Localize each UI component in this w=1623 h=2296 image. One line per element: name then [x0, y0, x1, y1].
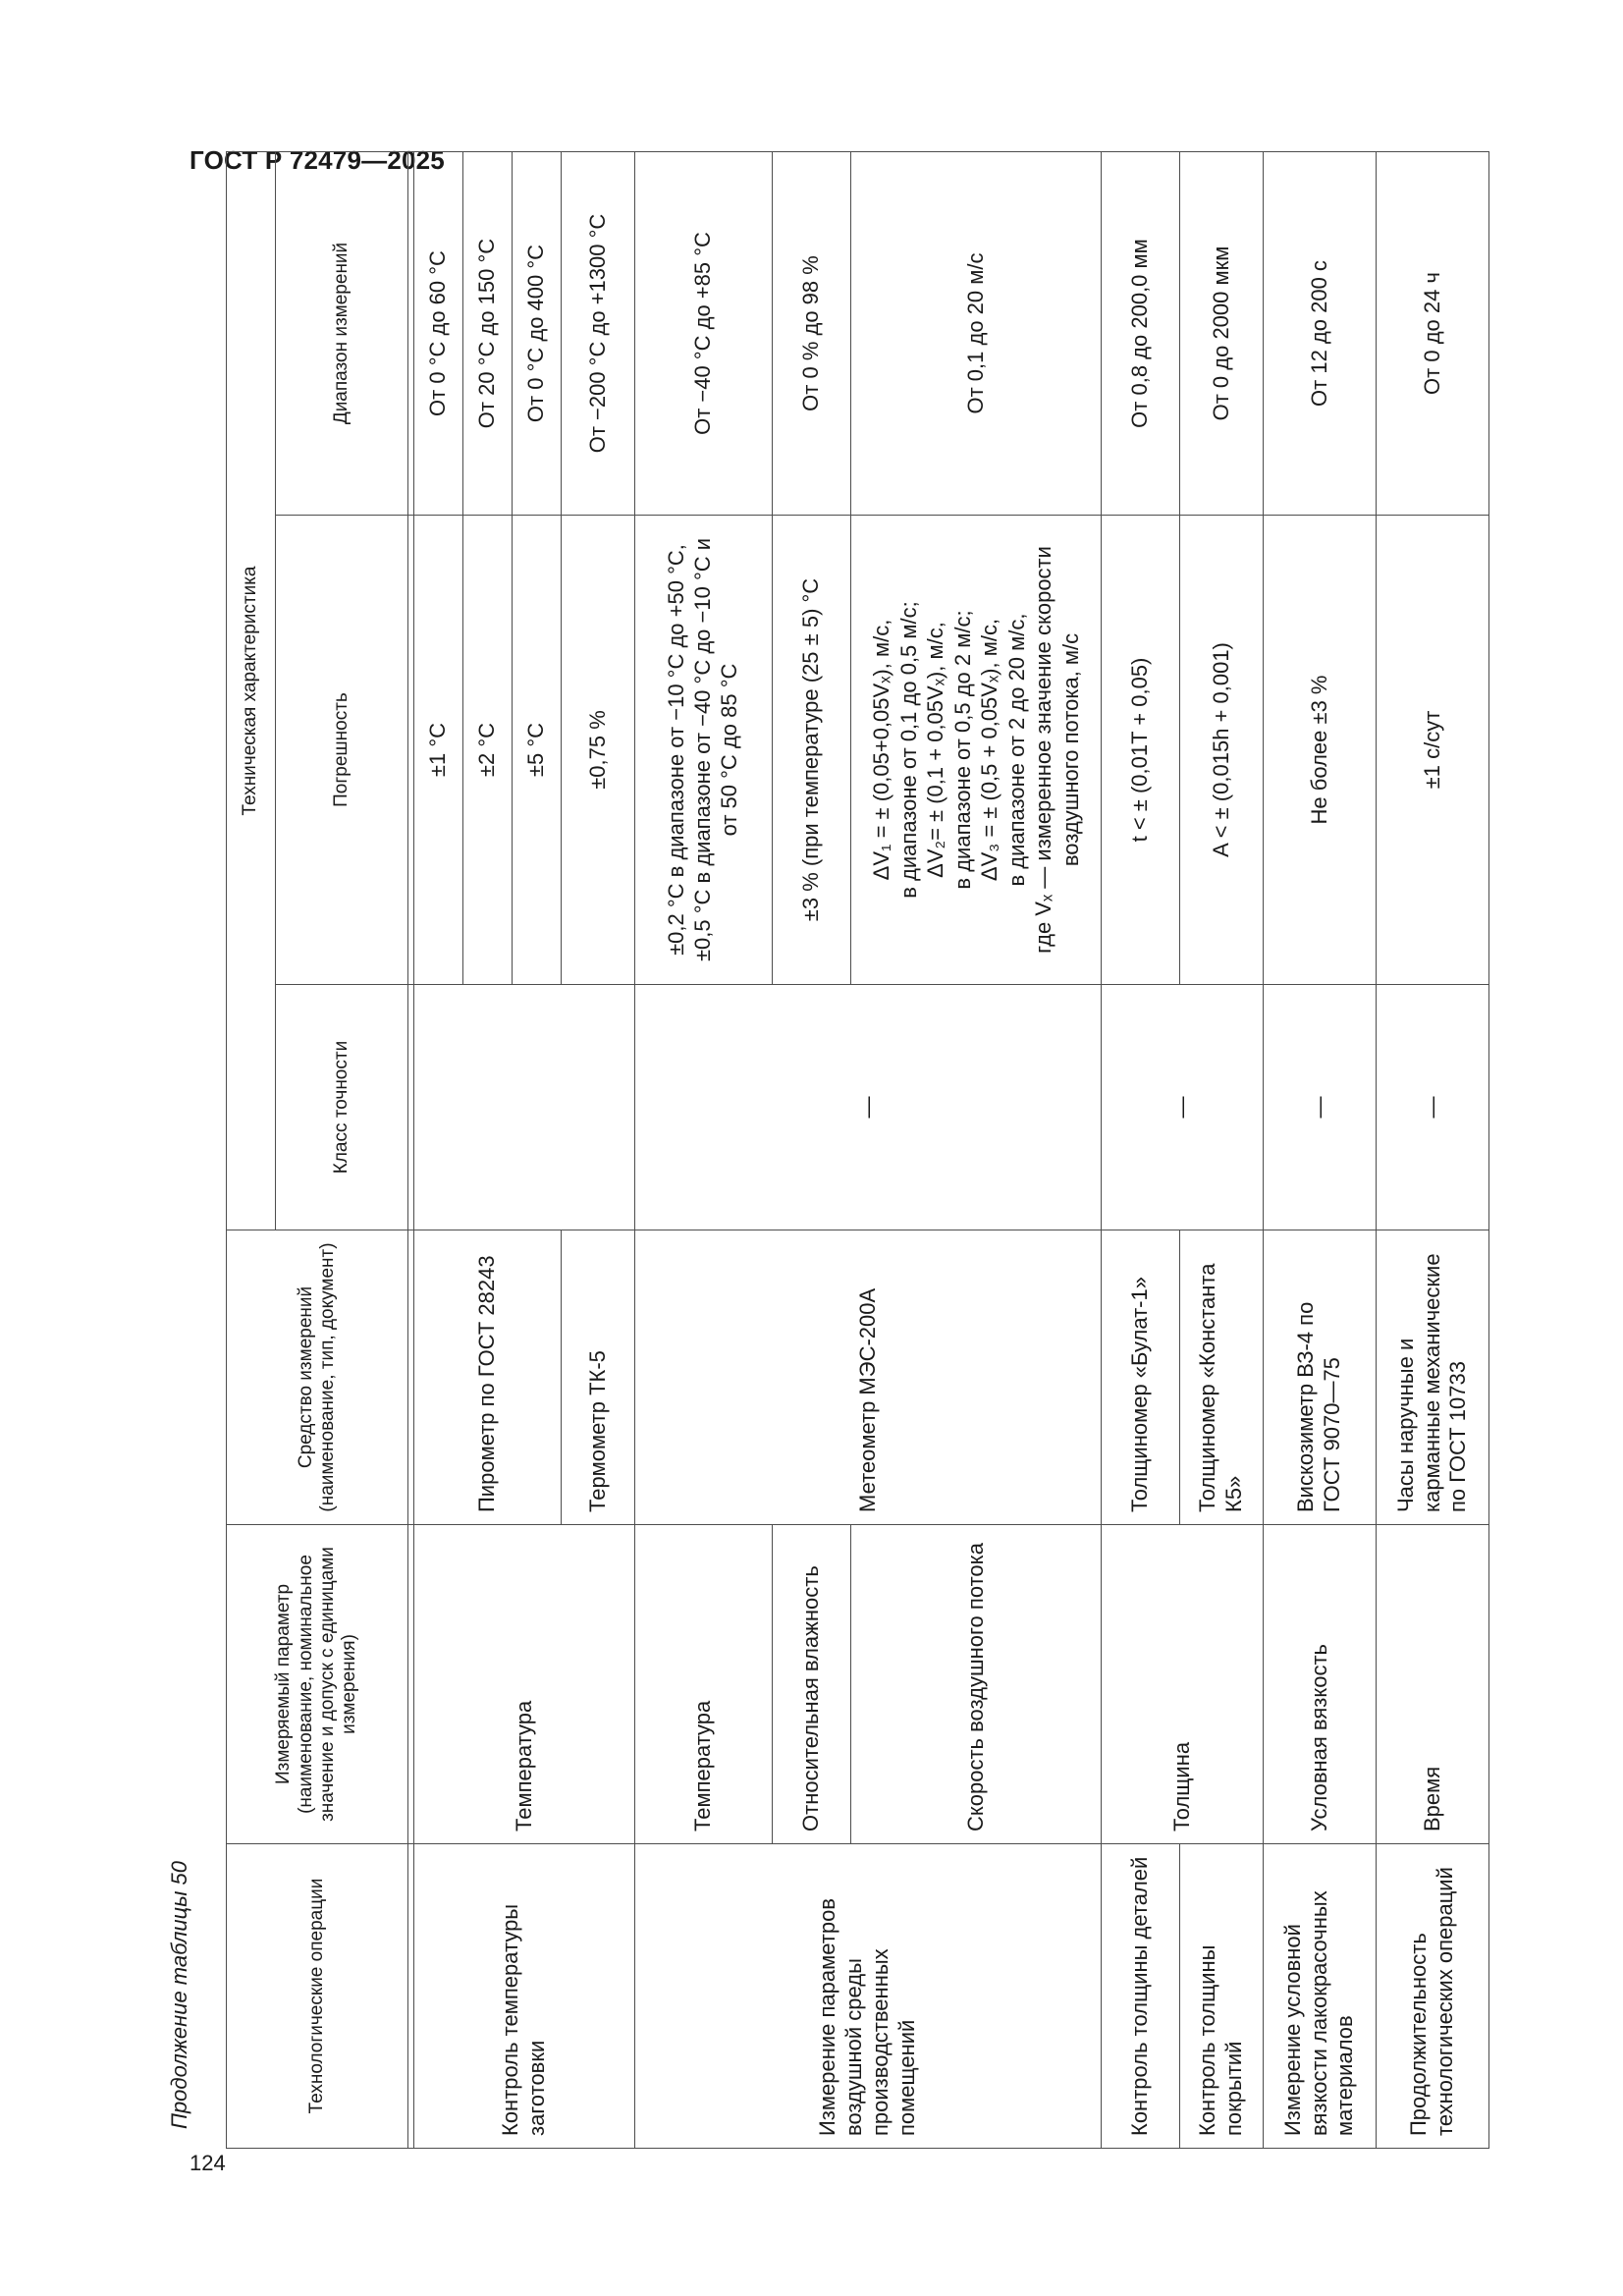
range-cell: От 0 до 24 ч: [1377, 152, 1489, 516]
error-cell: ±0,2 °C в диапазоне от −10 °C до +50 °C, ±0,5 °C в диапазоне от −40 °C до −10 °C и от 50 °C до 85 °C: [635, 516, 773, 985]
table-row: [1377, 152, 1489, 2149]
range-cell: От −200 °C до +1300 °C: [562, 152, 635, 516]
page-number: 124: [189, 2151, 226, 2175]
parameter-cell: Время: [1377, 1525, 1489, 1844]
header-operations: Технологические операции: [227, 1844, 408, 2149]
formula-line: в диапазоне от 2 до 20 м/с,: [1003, 613, 1029, 887]
rotated-table-block: [167, 152, 1471, 2149]
formula-line: в диапазоне от 0,5 до 2 м/с;: [949, 610, 975, 890]
header-accuracy-class: Класс точности: [276, 985, 408, 1230]
error-cell: ±0,75 %: [562, 516, 635, 985]
range-cell: От 0 °C до 60 °C: [414, 152, 463, 516]
parameter-cell: Относительная влажность: [773, 1525, 851, 1844]
range-cell: От 0,8 до 200,0 мм: [1102, 152, 1180, 516]
error-cell: t < ± (0,01T + 0,05): [1102, 516, 1180, 985]
operation-cell: Контроль толщины покрытий: [1180, 1844, 1264, 2149]
header-tech-char: Техническая характеристика: [227, 152, 276, 1230]
operation-cell: Контроль температуры заготовки: [414, 1844, 635, 2149]
instrument-cell: Часы наручные и карманные механические по ГОСТ 10733: [1377, 1230, 1489, 1525]
error-cell: ±2 °C: [463, 516, 513, 985]
parameter-cell: Температура: [635, 1525, 773, 1844]
table-caption: Продолжение таблицы 50: [167, 1861, 191, 2129]
error-cell: ±5 °C: [513, 516, 562, 985]
error-cell: [851, 516, 1102, 985]
instrument-cell: Пирометр по ГОСТ 28243: [414, 1230, 562, 1525]
parameter-cell: Условная вязкость: [1264, 1525, 1377, 1844]
instrument-cell: Метеометр МЭС-200А: [635, 1230, 1102, 1525]
operation-cell: Измерение условной вязкости лакокрасочных материалов: [1264, 1844, 1377, 2149]
accuracy-class-cell: —: [1102, 985, 1264, 1230]
range-cell: От 0 до 2000 мкм: [1180, 152, 1264, 516]
error-cell: ±3 % (при температуре (25 ± 5) °C: [773, 516, 851, 985]
operation-cell: Контроль толщины деталей: [1102, 1844, 1180, 2149]
range-cell: От 12 до 200 с: [1264, 152, 1377, 516]
range-cell: От 0 °C до 400 °C: [513, 152, 562, 516]
table-row: [1102, 152, 1180, 2149]
header-instrument: Средство измерений (наименование, тип, документ): [227, 1230, 408, 1525]
table-row: [414, 152, 463, 2149]
operation-cell: Измерение параметров воздушной среды производственных помещений: [635, 1844, 1102, 2149]
accuracy-class-cell: —: [1264, 985, 1377, 1230]
range-cell: От 20 °C до 150 °C: [463, 152, 513, 516]
range-cell: От 0 % до 98 %: [773, 152, 851, 516]
accuracy-class-cell: —: [635, 985, 1102, 1230]
header-parameter: Измеряемый параметр (наименование, номинальное значение и допуск с единицами измерения): [227, 1525, 408, 1844]
instrument-cell: Термометр ТК-5: [562, 1230, 635, 1525]
parameter-cell: Скорость воздушного потока: [851, 1525, 1102, 1844]
accuracy-class-cell: —: [1377, 985, 1489, 1230]
error-cell: Не более ±3 %: [1264, 516, 1377, 985]
table-row: [1264, 152, 1377, 2149]
formula-line: ΔV₃ = ± (0,5 + 0,05Vₓ), м/с,: [977, 618, 1001, 882]
document-header: ГОСТ Р 72479—2025: [189, 145, 445, 175]
range-cell: От −40 °C до +85 °C: [635, 152, 773, 516]
instrument-cell: Толщиномер «Булат-1»: [1102, 1230, 1180, 1525]
error-cell: ±1 °C: [414, 516, 463, 985]
parameter-cell: Температура: [414, 1525, 635, 1844]
table-row: [635, 152, 773, 2149]
error-cell: ±1 с/сут: [1377, 516, 1489, 985]
instrument-cell: Толщиномер «Константа К5»: [1180, 1230, 1264, 1525]
range-cell: От 0,1 до 20 м/с: [851, 152, 1102, 516]
accuracy-class-cell: [414, 985, 635, 1230]
formula-line: где Vₓ — измеренное значение скорости воздушного потока, м/с: [1031, 546, 1083, 954]
instrument-cell: Вискозиметр ВЗ-4 по ГОСТ 9070—75: [1264, 1230, 1377, 1525]
formula-line: ΔV₂= ± (0,1 + 0,05Vₓ), м/с,: [923, 622, 947, 878]
parameter-cell: Толщина: [1102, 1525, 1264, 1844]
formula-line: ΔV₁ = ± (0,05+0,05Vₓ), м/с,: [869, 619, 893, 881]
header-error: Погрешность: [276, 516, 408, 985]
header-row-1: [227, 152, 276, 2149]
operation-cell: Продолжительность технологических операций: [1377, 1844, 1489, 2149]
error-cell: A < ± (0,015h + 0,001): [1180, 516, 1264, 985]
formula-line: в диапазоне от 0,1 до 0,5 м/с;: [895, 601, 921, 899]
spec-table: [226, 151, 1489, 2149]
header-range: Диапазон измерений: [276, 152, 408, 516]
